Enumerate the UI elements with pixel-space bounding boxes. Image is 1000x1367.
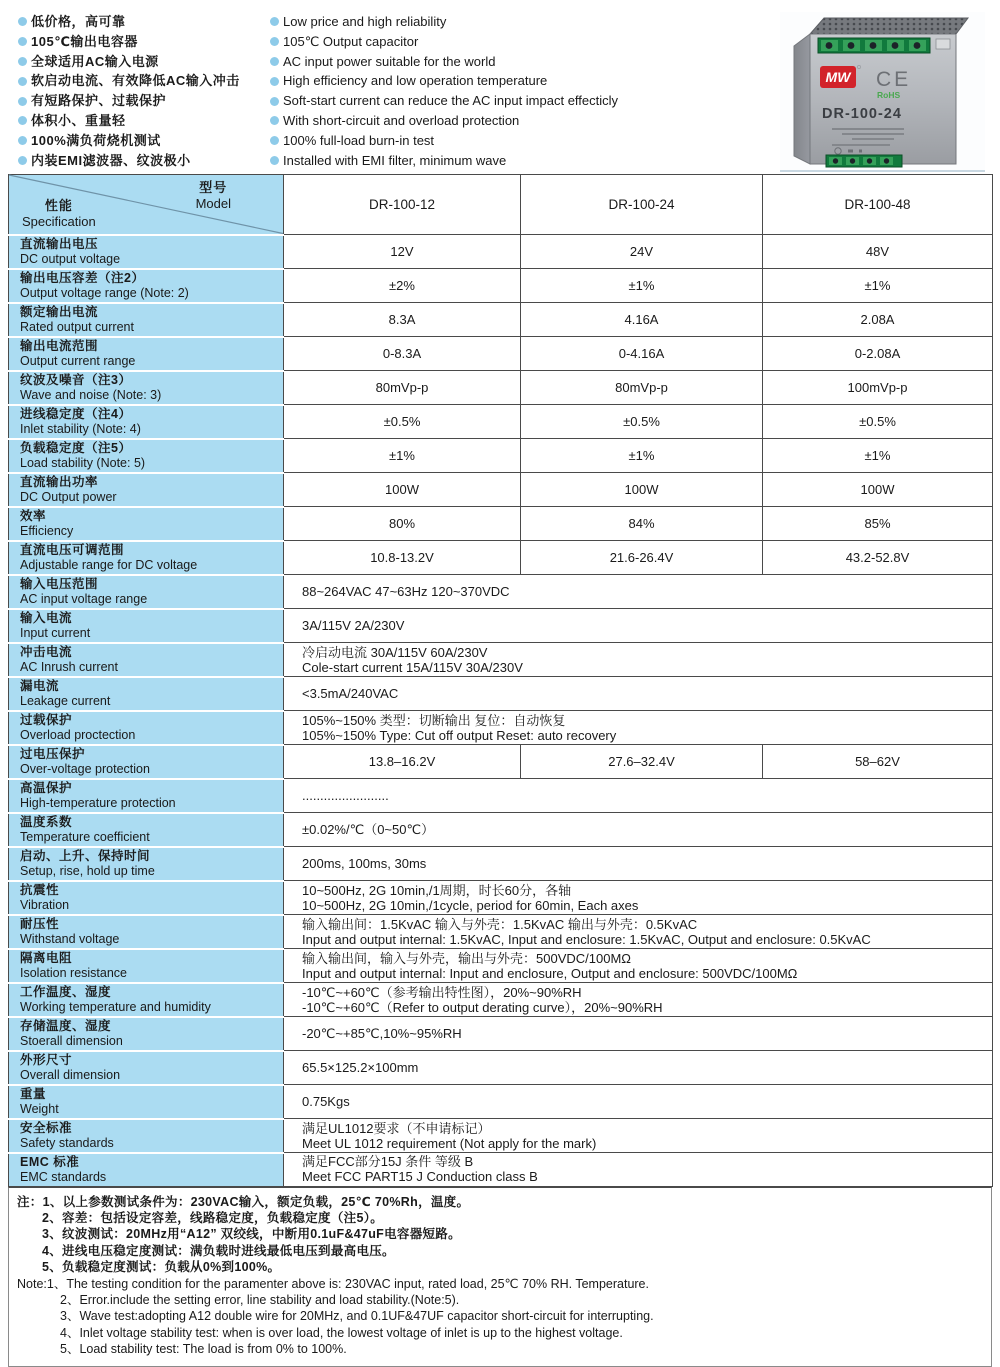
spec-label-cn: 安全标准 — [20, 1120, 73, 1135]
spec-value-span-cell — [284, 847, 993, 881]
spec-value-span-cell — [284, 1119, 993, 1153]
spec-label-cell — [9, 1051, 284, 1085]
spec-value-cell: 0-8.3A — [284, 337, 521, 371]
spec-value-cell: 0-2.08A — [763, 337, 993, 371]
spec-row — [9, 507, 993, 541]
spec-value-span-cell — [284, 677, 993, 711]
feature-item-en-label: 100% full-load burn-in test — [283, 132, 435, 148]
spec-value-line: 105%~150% 类型：切断输出 复位：自动恢复 — [302, 712, 566, 728]
spec-row — [9, 337, 993, 371]
spec-label-cn: 高温保护 — [20, 780, 73, 795]
spec-label-en: EMC standards — [20, 1169, 107, 1184]
spec-label-cn: 温度系数 — [20, 814, 73, 829]
spec-value-span-cell — [284, 983, 993, 1017]
spec-value-cell: 80% — [284, 507, 521, 541]
spec-value-cell: 24V — [521, 235, 763, 269]
spec-label-cell — [9, 1085, 284, 1119]
feature-item-en — [270, 91, 780, 111]
spec-label-cn: 直流输出电压 — [20, 236, 99, 251]
spec-label-cn: 外形尺寸 — [20, 1052, 73, 1067]
bullet-icon — [270, 57, 279, 66]
feature-item-en — [270, 71, 780, 91]
spec-value-cell: ±1% — [763, 269, 993, 303]
ce-mark-text: CE — [876, 68, 912, 91]
spec-label-cn: 重量 — [20, 1086, 47, 1101]
spec-table — [8, 174, 992, 1187]
feature-item-en — [270, 111, 780, 131]
spec-row — [9, 371, 993, 405]
spec-row — [9, 745, 993, 779]
bullet-icon — [18, 37, 27, 46]
model-column-header: DR-100-24 — [521, 175, 763, 235]
bullet-icon — [18, 17, 27, 26]
spec-value-cell: ±1% — [521, 269, 763, 303]
feature-item-cn-label: 内装EMI滤波器、纹波极小 — [31, 152, 191, 168]
feature-item-en-label: Installed with EMI filter, minimum wave — [283, 152, 507, 168]
spec-label-cn: 直流输出功率 — [20, 474, 99, 489]
spec-value-cell: 0-4.16A — [521, 337, 763, 371]
spec-label-cell — [9, 745, 284, 779]
spec-row — [9, 915, 993, 949]
spec-label-cn: 工作温度、湿度 — [20, 984, 112, 999]
spec-label-cell — [9, 643, 284, 677]
vent-grille-icon — [810, 18, 968, 34]
spec-value-line: 满足FCC部分15J 条件 等级 B — [302, 1154, 474, 1170]
spec-value-line: 10~500Hz, 2G 10min,/1cycle, period for 60min, Each axes — [302, 897, 639, 913]
spec-label-cell — [9, 1119, 284, 1153]
spec-value-cell: 80mVp-p — [521, 371, 763, 405]
spec-value-span-cell — [284, 711, 993, 745]
spec-label-cell — [9, 337, 284, 371]
spec-label-en: Inlet stability (Note: 4) — [20, 421, 141, 436]
feature-item-cn — [18, 111, 270, 131]
spec-label-en: Safety standards — [20, 1135, 114, 1150]
terminal-block-top-icon — [818, 38, 950, 53]
spec-value-cell: 8.3A — [284, 303, 521, 337]
spec-label-en: Rated output current — [20, 319, 134, 334]
spec-label-en: Output voltage range (Note: 2) — [20, 285, 189, 300]
spec-label-cell — [9, 711, 284, 745]
spec-row — [9, 541, 993, 575]
spec-value-span-cell — [284, 1051, 993, 1085]
spec-value-cell: ±1% — [763, 439, 993, 473]
spec-value-cell: 48V — [763, 235, 993, 269]
spec-value-cell: 84% — [521, 507, 763, 541]
product-model-label: DR-100-24 — [822, 106, 902, 122]
feature-item-en — [270, 32, 780, 52]
product-photo — [780, 12, 985, 172]
note-item-en: Note:1、The testing condition for the paramenter above is: 230VAC input, rated load, 25℃ 70% RH. Temperature. — [17, 1276, 649, 1291]
note-item-cn: 2、容差：包括设定容差，线路稳定度，负载稳定度（注5）。 — [42, 1210, 384, 1225]
note-item-en: 2、Error.include the setting error, line stability and load stability.(Note:5). — [60, 1292, 460, 1307]
spec-value-span-cell — [284, 1085, 993, 1119]
spec-value-span-cell — [284, 643, 993, 677]
spec-value-line: Meet UL 1012 requirement (Not apply for the mark) — [302, 1135, 597, 1151]
spec-value-line: Cole-start current 15A/115V 30A/230V — [302, 659, 523, 675]
spec-value-line: 3A/115V 2A/230V — [302, 618, 405, 633]
spec-label-cn: 耐压性 — [20, 916, 60, 931]
spec-value-span-cell — [284, 575, 993, 609]
bullet-icon — [18, 77, 27, 86]
spec-label-en: AC Inrush current — [20, 659, 118, 674]
brand-logo — [820, 65, 861, 88]
bullet-icon — [18, 136, 27, 145]
spec-value-line: -10℃~+60℃（参考输出特性图），20%~90%RH — [302, 984, 582, 1000]
spec-row — [9, 881, 993, 915]
spec-label-en: Leakage current — [20, 693, 111, 708]
spec-value-cell: 4.16A — [521, 303, 763, 337]
model-column-header: DR-100-12 — [284, 175, 521, 235]
spec-row — [9, 847, 993, 881]
spec-row — [9, 473, 993, 507]
spec-label-cell — [9, 235, 284, 269]
spec-value-line: ........................ — [302, 788, 389, 803]
spec-label-cn: 输入电流 — [20, 610, 73, 625]
spec-label-cell — [9, 847, 284, 881]
spec-value-line: 105%~150% Type: Cut off output Reset: auto recovery — [302, 727, 617, 743]
bullet-icon — [270, 97, 279, 106]
spec-label-en: Working temperature and humidity — [20, 999, 211, 1014]
spec-label-en: Input current — [20, 625, 91, 640]
spec-value-cell: ±0.5% — [763, 405, 993, 439]
note-item-cn: 3、纹波测试：20MHz用“A12” 双绞线，中断用0.1uF&47uF电容器短路。 — [42, 1227, 461, 1242]
spec-label-cell — [9, 983, 284, 1017]
spec-label-cn: 输入电压范围 — [20, 576, 99, 591]
spec-label-en: Withstand voltage — [20, 931, 120, 946]
spec-value-line: 0.75Kgs — [302, 1094, 350, 1109]
feature-item-en — [270, 52, 780, 72]
spec-label-en: Setup, rise, hold up time — [20, 863, 155, 878]
spec-label-cell — [9, 269, 284, 303]
spec-row — [9, 575, 993, 609]
spec-value-line: 输入输出间，输入与外壳，输出与外壳：500VDC/100MΩ — [302, 950, 631, 966]
rohs-text: RoHS — [877, 90, 901, 100]
feature-item-cn — [18, 32, 270, 52]
spec-label-en: Overall dimension — [20, 1067, 121, 1082]
spec-label-en: Efficiency — [20, 523, 74, 538]
bullet-icon — [270, 77, 279, 86]
spec-label-cn: 纹波及噪音（注3） — [20, 372, 132, 387]
spec-label-en: High-temperature protection — [20, 795, 176, 810]
spec-label-en: Temperature coefficient — [20, 829, 150, 844]
note-item-en: 5、Load stability test: The load is from 0% to 100%. — [60, 1342, 347, 1357]
spec-label-cn: 负载稳定度（注5） — [20, 440, 132, 455]
spec-label-en: Load stability (Note: 5) — [20, 455, 146, 470]
spec-label-cn: EMC 标准 — [20, 1154, 80, 1169]
spec-label-cn: 冲击电流 — [20, 644, 73, 659]
spec-value-cell: ±2% — [284, 269, 521, 303]
spec-label-cn: 效率 — [20, 508, 47, 523]
spec-label-en: Output current range — [20, 353, 136, 368]
spec-label-en: AC input voltage range — [20, 591, 148, 606]
spec-value-span-cell — [284, 1153, 993, 1187]
spec-value-cell: ±0.5% — [284, 405, 521, 439]
spec-label-cell — [9, 303, 284, 337]
spec-row — [9, 1051, 993, 1085]
spec-row — [9, 1119, 993, 1153]
spec-value-line: 冷启动电流 30A/115V 60A/230V — [302, 644, 488, 660]
spec-label-cell — [9, 1017, 284, 1051]
feature-item-en — [270, 151, 780, 171]
spec-label-cell — [9, 677, 284, 711]
spec-label-en: Isolation resistance — [20, 965, 128, 980]
spec-label-cn: 启动、上升、保持时间 — [20, 848, 151, 863]
spec-label-cn: 输出电压容差（注2） — [20, 270, 145, 285]
notes-list-cn — [17, 1194, 983, 1276]
spec-value-line: Input and output internal: Input and enclosure, Output and enclosure: 500VDC/100MΩ — [302, 965, 798, 981]
spec-value-cell: 100W — [763, 473, 993, 507]
feature-item-en-label: AC input power suitable for the world — [283, 53, 496, 69]
feature-item-en — [270, 131, 780, 151]
spec-value-cell: 12V — [284, 235, 521, 269]
spec-row — [9, 1153, 993, 1187]
spec-row — [9, 779, 993, 813]
bullet-icon — [18, 57, 27, 66]
features-section — [8, 8, 992, 174]
spec-value-line: 满足UL1012要求（不申请标记） — [302, 1120, 491, 1136]
feature-item-cn-label: 有短路保护、过载保护 — [31, 93, 167, 109]
spec-label-cn: 直流电压可调范围 — [20, 542, 125, 557]
spec-label-en: Wave and noise (Note: 3) — [20, 387, 162, 402]
spec-value-cell: 80mVp-p — [284, 371, 521, 405]
bullet-icon — [270, 136, 279, 145]
feature-item-cn — [18, 52, 270, 72]
header-model-label: 型号 Model — [195, 180, 231, 211]
bullet-icon — [18, 116, 27, 125]
spec-label-en: Weight — [20, 1101, 59, 1116]
feature-list-cn — [18, 12, 270, 170]
feature-item-en-label: 105℃ Output capacitor — [283, 33, 419, 49]
spec-value-cell: 58–62V — [763, 745, 993, 779]
spec-row — [9, 813, 993, 847]
spec-value-span-cell — [284, 779, 993, 813]
spec-label-cell — [9, 1153, 284, 1187]
spec-value-span-cell — [284, 915, 993, 949]
spec-label-cell — [9, 439, 284, 473]
spec-label-cell — [9, 371, 284, 405]
spec-label-en: DC Output power — [20, 489, 117, 504]
model-column-header: DR-100-48 — [763, 175, 993, 235]
spec-table-grid — [8, 174, 993, 1187]
feature-item-en-label: High efficiency and low operation temperature — [283, 73, 548, 89]
spec-label-cell — [9, 609, 284, 643]
spec-row — [9, 711, 993, 745]
spec-label-cn: 进线稳定度（注4） — [20, 406, 132, 421]
spec-value-cell: 100W — [521, 473, 763, 507]
feature-item-cn-label: 全球适用AC输入电源 — [31, 53, 159, 69]
note-item-cn: 注：1、以上参数测试条件为：230VAC输入，额定负载，25℃ 70%Rh，温度。 — [17, 1194, 470, 1209]
spec-label-cell — [9, 813, 284, 847]
spec-value-cell: 100W — [284, 473, 521, 507]
spec-value-line: -10℃~+60℃（Refer to output derating curve），20%~90%RH — [302, 999, 663, 1015]
feature-item-cn — [18, 151, 270, 171]
spec-label-cell — [9, 541, 284, 575]
spec-value-cell: 21.6-26.4V — [521, 541, 763, 575]
spec-value-line: ±0.02%/℃（0~50℃） — [302, 822, 435, 837]
notes-section — [8, 1187, 992, 1367]
spec-value-line: 88~264VAC 47~63Hz 120~370VDC — [302, 584, 510, 599]
spec-value-cell: 13.8–16.2V — [284, 745, 521, 779]
spec-label-en: Stoerall dimension — [20, 1033, 123, 1048]
diagonal-header-cell — [9, 175, 284, 235]
spec-row — [9, 983, 993, 1017]
spec-row — [9, 303, 993, 337]
bullet-icon — [270, 156, 279, 165]
spec-label-cn: 额定输出电流 — [20, 304, 99, 319]
spec-label-cn: 过载保护 — [20, 712, 73, 727]
feature-item-cn-label: 软启动电流、有效降低AC输入冲击 — [31, 73, 240, 89]
spec-label-cn: 过电压保护 — [20, 746, 86, 761]
spec-value-line: 输入输出间：1.5KvAC 输入与外壳：1.5KvAC 输出与外壳：0.5KvAC — [302, 916, 698, 932]
spec-label-cell — [9, 507, 284, 541]
spec-value-cell: ±1% — [284, 439, 521, 473]
feature-item-cn — [18, 91, 270, 111]
spec-value-span-cell — [284, 813, 993, 847]
feature-item-cn-label: 100%满负荷烧机测试 — [31, 132, 161, 148]
spec-value-line: 10~500Hz, 2G 10min,/1周期，时长60分，各轴 — [302, 882, 572, 898]
spec-value-line: <3.5mA/240VAC — [302, 686, 399, 701]
spec-row — [9, 609, 993, 643]
feature-item-cn — [18, 12, 270, 32]
device-side-panel — [794, 34, 810, 164]
feature-item-en — [270, 12, 780, 32]
bullet-icon — [270, 17, 279, 26]
spec-label-cn: 抗震性 — [20, 882, 60, 897]
spec-value-cell: ±1% — [521, 439, 763, 473]
feature-item-en-label: With short-circuit and overload protection — [283, 112, 520, 128]
feature-item-en-label: Low price and high reliability — [283, 14, 447, 29]
feature-item-cn — [18, 71, 270, 91]
spec-value-span-cell — [284, 609, 993, 643]
spec-value-cell: 2.08A — [763, 303, 993, 337]
svg-text:MW: MW — [825, 69, 851, 85]
spec-row — [9, 269, 993, 303]
spec-label-cell — [9, 949, 284, 983]
spec-label-en: Overload proctection — [20, 727, 136, 742]
spec-value-cell: 43.2-52.8V — [763, 541, 993, 575]
spec-label-cell — [9, 575, 284, 609]
feature-item-cn-label: 低价格，高可靠 — [31, 14, 126, 29]
feature-item-cn-label: 体积小、重量轻 — [31, 112, 126, 128]
spec-value-cell: 85% — [763, 507, 993, 541]
spec-label-cn: 存储温度、湿度 — [20, 1018, 112, 1033]
spec-value-span-cell — [284, 1017, 993, 1051]
spec-label-cell — [9, 915, 284, 949]
spec-row — [9, 1085, 993, 1119]
spec-value-span-cell — [284, 881, 993, 915]
spec-row — [9, 949, 993, 983]
spec-label-en: DC output voltage — [20, 251, 121, 266]
spec-value-line: 200ms, 100ms, 30ms — [302, 856, 427, 871]
spec-label-cell — [9, 405, 284, 439]
feature-item-cn-label: 105℃输出电容器 — [31, 33, 138, 49]
note-item-en: 4、Inlet voltage stability test: when is over load, the lowest voltage of inlet is up to the highest voltage. — [60, 1325, 623, 1340]
spec-value-span-cell — [284, 949, 993, 983]
bullet-icon — [18, 156, 27, 165]
spec-row — [9, 1017, 993, 1051]
spec-row — [9, 677, 993, 711]
spec-label-cell — [9, 881, 284, 915]
spec-label-en: Adjustable range for DC voltage — [20, 557, 198, 572]
spec-label-cn: 输出电流范围 — [20, 338, 99, 353]
feature-item-cn — [18, 131, 270, 151]
spec-label-en: Over-voltage protection — [20, 761, 150, 776]
note-item-en: 3、Wave test:adopting A12 double wire for 20MHz, and 0.1UF&47UF capacitor short-circuit for interrupting. — [60, 1309, 654, 1324]
feature-item-en-label: Soft-start current can reduce the AC input impact effecticly — [283, 93, 619, 109]
spec-value-cell: ±0.5% — [521, 405, 763, 439]
spec-label-cn: 隔离电阻 — [20, 950, 73, 965]
spec-value-line: Meet FCC PART15 J Conduction class B — [302, 1169, 538, 1185]
spec-label-cn: 漏电流 — [20, 678, 60, 693]
notes-list-en — [17, 1276, 983, 1358]
bullet-icon — [270, 116, 279, 125]
note-item-cn: 4、进线电压稳定度测试：满负载时进线最低电压到最高电压。 — [42, 1243, 395, 1258]
spec-row — [9, 235, 993, 269]
spec-label-en: Vibration — [20, 897, 70, 912]
spec-value-cell: 100mVp-p — [763, 371, 993, 405]
bullet-icon — [270, 37, 279, 46]
spec-value-line: -20℃~+85℃,10%~95%RH — [302, 1026, 462, 1041]
bullet-icon — [18, 97, 27, 106]
header-spec-label: 性能 Specification — [22, 197, 96, 229]
spec-row — [9, 439, 993, 473]
table-header-row — [9, 175, 993, 235]
spec-value-cell: 10.8-13.2V — [284, 541, 521, 575]
spec-row — [9, 405, 993, 439]
spec-value-line: Input and output internal: 1.5KvAC, Input and enclosure: 1.5KvAC, Output and enclosure: 0.5KvAC — [302, 931, 871, 947]
spec-label-cell — [9, 779, 284, 813]
note-item-cn: 5、负载稳定度测试：负载从0%到100%。 — [42, 1260, 281, 1275]
spec-label-cell — [9, 473, 284, 507]
spec-row — [9, 643, 993, 677]
spec-value-line: 65.5×125.2×100mm — [302, 1060, 419, 1075]
feature-list-en — [270, 12, 780, 170]
spec-value-cell: 27.6–32.4V — [521, 745, 763, 779]
